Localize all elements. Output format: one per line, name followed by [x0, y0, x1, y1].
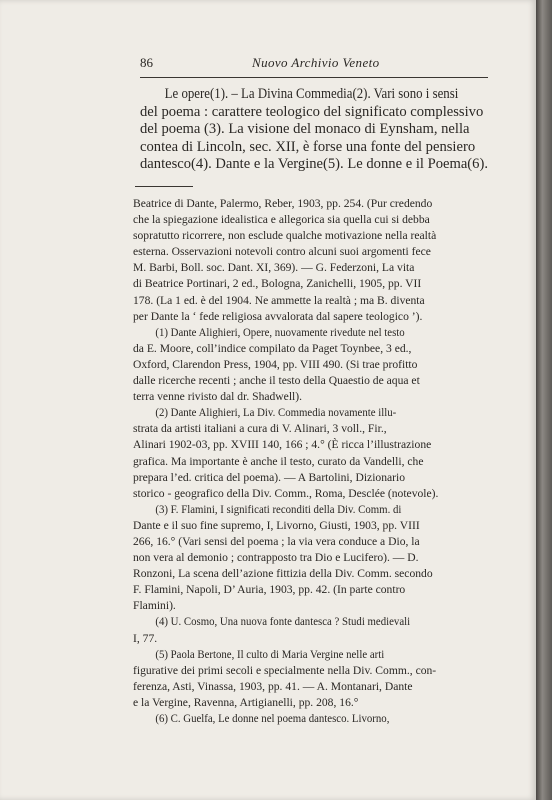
- footnote-line: e la Vergine, Ravenna, Artigianelli, pp. 208, 16.°: [133, 695, 359, 709]
- footnote-line: non vera al demonio ; contrapposto tra Dio e Lucifero). — D.: [133, 551, 419, 565]
- footnote-line: Flamini).: [133, 599, 176, 613]
- summary-line: dantesco(4). Dante e la Vergine(5). Le donne e il Poema(6).: [140, 156, 488, 173]
- running-title: Nuovo Archivio Veneto: [252, 55, 380, 70]
- footnote-line: Alinari 1902-03, pp. XVIII 140, 166 ; 4.° (È ricca l’illustrazione: [133, 438, 432, 452]
- summary-line: del poema (3). La visione del monaco di Eynsham, nella: [140, 121, 470, 138]
- footnote-line: (6) C. Guelfa, Le donne nel poema dantesco. Livorno,: [155, 712, 390, 725]
- footnote-line: (5) Paola Bertone, Il culto di Maria Vergine nelle arti: [155, 647, 385, 661]
- footnote-line: per Dante la ‘ fede religiosa avvalorata dal sapere teologico ’).: [133, 309, 423, 323]
- footnote-line: dalle ricerche recenti ; anche il testo della Quaestio de aqua et: [133, 374, 420, 388]
- footnote-line: (3) F. Flamini, I significati reconditi della Div. Comm. di: [155, 502, 402, 516]
- footnote-line: I, 77.: [133, 631, 158, 645]
- footnote-line: 266, 16.° (Vari sensi del poema ; la via vera conduce a Dio, la: [133, 534, 420, 548]
- footnote-line: da E. Moore, coll’indice compilato da Paget Toynbee, 3 ed.,: [133, 341, 412, 355]
- footnote-line: 178. (La 1 ed. è del 1904. Ne ammette la realtà ; ma B. diventa: [133, 293, 425, 307]
- footnote-line: prepara l’ed. critica del poema). — A Bartolini, Dizionario: [133, 470, 406, 484]
- footnote-line: M. Barbi, Boll. soc. Dant. XI, 369). — G. Federzoni, La vita: [133, 261, 415, 275]
- chapter-summary: [140, 86, 486, 174]
- footnote-line: Beatrice di Dante, Palermo, Reber, 1903, pp. 254. (Pur credendo: [133, 197, 433, 210]
- footnote-rule: [135, 186, 193, 187]
- footnote-line: terra venne rivisto dal dr. Shadwell).: [133, 390, 303, 404]
- page-number: 86: [140, 55, 153, 70]
- footnote-line: ferenza, Asti, Vinassa, 1903, pp. 41. — A. Montanari, Dante: [133, 679, 413, 693]
- footnote-line: storico - geografico della Div. Comm., Roma, Desclée (notevole).: [133, 486, 439, 500]
- footnotes: [133, 196, 485, 727]
- footnote-line: (1) Dante Alighieri, Opere, nuovamente rivedute nel testo: [155, 325, 405, 339]
- page-header: [140, 55, 485, 75]
- footnote-line: (2) Dante Alighieri, La Div. Commedia novamente illu-: [155, 406, 397, 420]
- footnote-line: che la spiegazione idealistica e allegorica sia quella cui si debba: [133, 213, 430, 227]
- header-rule: [140, 77, 488, 78]
- footnote-line: (4) U. Cosmo, Una nuova fonte dantesca ? Studi medievali: [155, 615, 411, 629]
- footnote-line: di Beatrice Portinari, 2 ed., Bologna, Zanichelli, 1905, pp. VII: [133, 277, 422, 291]
- summary-line: Le opere(1). – La Divina Commedia(2). Vari sono i sensi: [164, 86, 459, 102]
- footnote-line: Ronzoni, La scena dell’azione fittizia della Div. Comm. secondo: [133, 567, 433, 581]
- footnote-line: grafica. Ma importante è anche il testo, curato da Vandelli, che: [133, 454, 424, 468]
- footnote-line: esterna. Osservazioni notevoli contro alcuni suoi argomenti fece: [133, 245, 431, 259]
- summary-line: contea di Lincoln, sec. XII, è forse una fonte del pensiero: [140, 138, 476, 155]
- footnote-line: sopratutto ricorrere, non esclude qualche motivazione nella realtà: [133, 229, 437, 243]
- summary-line: del poema : carattere teologico del significato complessivo: [140, 103, 484, 120]
- footnote-line: F. Flamini, Napoli, D’ Auria, 1903, pp. 42. (In parte contro: [133, 583, 406, 597]
- book-gutter: [536, 0, 552, 800]
- footnote-line: Oxford, Clarendon Press, 1904, pp. VIII 490. (Si trae profitto: [133, 357, 418, 371]
- footnote-line: strata da artisti italiani a cura di V. Alinari, 3 voll., Fir.,: [133, 422, 387, 436]
- footnote-line: figurative dei primi secoli e specialmente nella Div. Comm., con-: [133, 663, 437, 677]
- footnote-line: Dante e il suo fine supremo, I, Livorno, Giusti, 1903, pp. VIII: [133, 518, 420, 532]
